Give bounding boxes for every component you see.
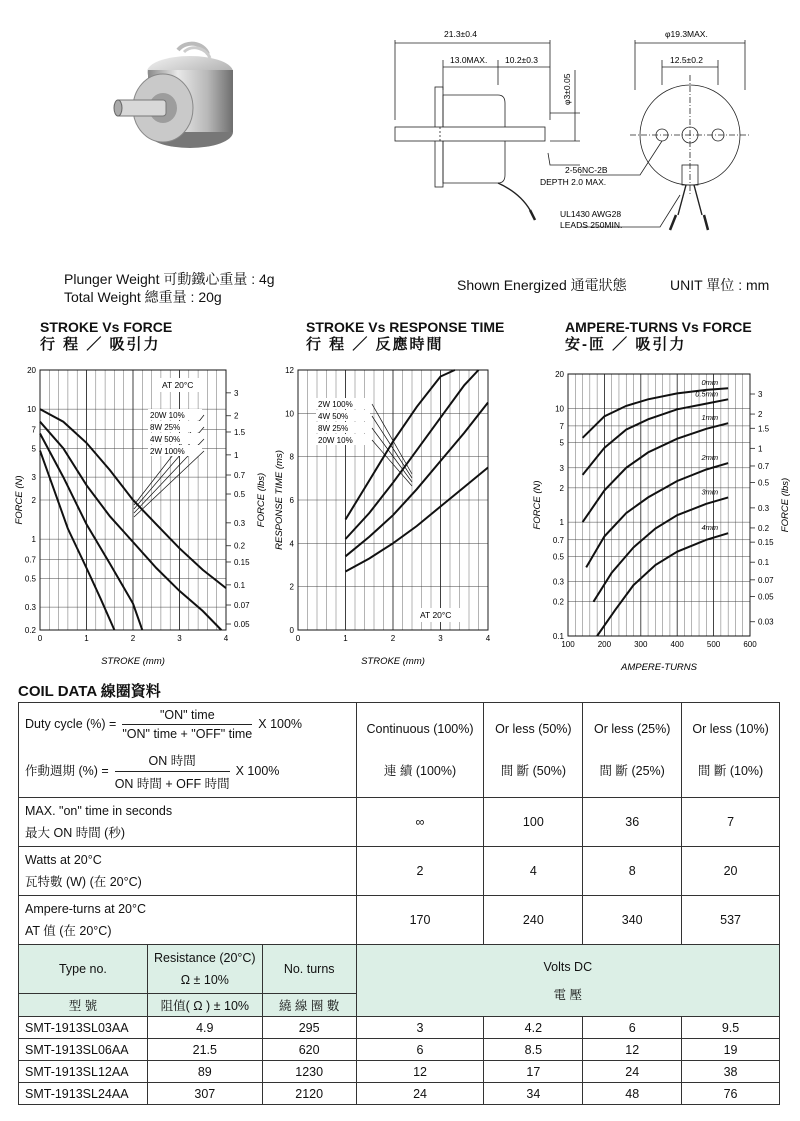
x-tick-label: 0 (37, 634, 43, 643)
y-tick-label: 20 (555, 370, 564, 379)
stroke-force-chart (0, 360, 270, 675)
x-tick-label: 600 (743, 640, 757, 649)
type-header-row: Type no. Resistance (20°C) Ω ± 10% No. turns Volts DC 電 壓 (19, 945, 780, 994)
x-tick-label: 0 (295, 634, 301, 643)
y2-tick-label: 0.1 (758, 558, 770, 568)
x-axis-label: STROKE (mm) (361, 656, 425, 667)
legend-entry: 2W 100% (150, 447, 185, 456)
dim-10-2: 10.2±0.3 (505, 55, 539, 65)
y2-tick-label: 3 (758, 390, 763, 400)
y-tick-label: 0 (289, 626, 294, 635)
y-tick-label: 0.5 (24, 574, 36, 584)
series-label: 1mm (701, 413, 719, 423)
y-tick-label: 1 (31, 535, 36, 545)
y2-tick-label: 1 (758, 444, 763, 454)
y-tick-label: 2 (289, 582, 294, 592)
x-tick-label: 1 (84, 634, 89, 643)
chart2-title: STROKE Vs RESPONSE TIME 行 程 ／ 反應時間 (306, 319, 505, 353)
x-axis-label: STROKE (mm) (101, 656, 165, 667)
y-tick-label: 1 (559, 518, 564, 528)
unit-label: UNIT 單位 : mm (670, 277, 770, 293)
table-row: SMT-1913SL24AA 307 2120 24 34 48 76 (19, 1083, 780, 1105)
y2-axis-label: FORCE (lbs) (780, 477, 791, 533)
x-tick-label: 3 (177, 634, 182, 643)
note-leads-2: LEADS 250MIN. (560, 220, 623, 230)
duty-col-50: Or less (50%) 間 斷 (50%) (484, 703, 583, 798)
table-row: Ampere-turns at 20°C AT 值 (在 20°C) 170 240 340 537 (19, 896, 780, 945)
dimension-drawing (380, 15, 790, 245)
total-weight: Total Weight 總重量 : 20g (64, 289, 222, 305)
x-tick-label: 300 (634, 640, 648, 649)
y-tick-label: 3 (559, 463, 564, 473)
type-header-row-zh: 型 號 阻值( Ω ) ± 10% 繞 線 圈 數 (19, 994, 780, 1017)
plunger-weight: Plunger Weight 可動鐵心重量 : 4g (64, 271, 275, 287)
x-tick-label: 4 (485, 634, 491, 643)
y2-tick-label: 0.5 (758, 478, 770, 488)
y2-tick-label: 0.05 (758, 592, 774, 602)
legend-entry: 20W 10% (150, 411, 185, 420)
y2-tick-label: 0.07 (758, 575, 774, 585)
legend-leader (134, 451, 204, 517)
y2-tick-label: 2 (758, 410, 763, 420)
x-tick-label: 2 (390, 634, 396, 643)
stroke-response-chart (270, 360, 500, 675)
legend-entry: 4W 50% (318, 412, 349, 421)
y-tick-label: 0.3 (24, 603, 36, 613)
ampere-turns-force-chart (515, 360, 800, 675)
y-tick-label: 10 (555, 404, 564, 414)
note-hole-2: DEPTH 2.0 MAX. (540, 177, 607, 187)
x-axis-label: AMPERE-TURNS (620, 662, 698, 673)
series-line (586, 463, 728, 567)
duty-col-continuous: Continuous (100%) 連 續 (100%) (356, 703, 484, 798)
dim-13-0: 13.0MAX. (450, 55, 488, 65)
y-axis-label: RESPONSE TIME (ms) (274, 450, 285, 550)
x-tick-label: 1 (343, 634, 348, 643)
x-tick-label: 100 (561, 640, 575, 649)
y-tick-label: 0.3 (552, 577, 564, 587)
y-tick-label: 12 (285, 366, 294, 375)
duty-col-10: Or less (10%) 間 斷 (10%) (682, 703, 780, 798)
shown-energized: Shown Energized 通電狀態 (457, 277, 627, 293)
dim-phi19-3: φ19.3MAX. (665, 29, 708, 39)
y-tick-label: 6 (289, 496, 294, 505)
table-row: MAX. "on" time in seconds 最大 ON 時間 (秒) ∞ 100 36 7 (19, 798, 780, 847)
series-label: 0mm (701, 378, 719, 388)
table-row: Watts at 20°C 瓦特數 (W) (在 20°C) 2 4 8 20 (19, 847, 780, 896)
legend-entry: 4W 50% (150, 435, 181, 444)
y-tick-label: 7 (31, 425, 36, 435)
y-tick-label: 7 (559, 421, 564, 431)
y-tick-label: 0.2 (552, 597, 564, 607)
dim-phi3: φ3±0.05 (562, 73, 572, 105)
y2-tick-label: 1 (234, 450, 239, 460)
y2-tick-label: 1.5 (758, 424, 770, 434)
coil-data-title: COIL DATA 線圈資料 (18, 683, 161, 700)
y-tick-label: 2 (559, 483, 564, 493)
x-tick-label: 4 (223, 634, 229, 643)
chart1-title: STROKE Vs FORCE 行 程 ／ 吸引力 (40, 319, 173, 353)
series-label: 4mm (701, 523, 719, 533)
y2-tick-label: 0.15 (758, 538, 774, 548)
y2-tick-label: 0.3 (234, 518, 246, 528)
y2-tick-label: 1.5 (234, 427, 246, 437)
y-tick-label: 2 (31, 496, 36, 505)
y-tick-label: 0.7 (24, 555, 36, 565)
y2-tick-label: 0.1 (234, 580, 246, 590)
table-row: SMT-1913SL03AA 4.9 295 3 4.2 6 9.5 (19, 1017, 780, 1039)
y2-tick-label: 0.05 (234, 620, 250, 630)
dim-12-5: 12.5±0.2 (670, 55, 704, 65)
x-tick-label: 200 (597, 640, 612, 649)
duty-cycle-formula: Duty cycle (%) = $\frac{\text{"ON" time}}{\text{"ON" time + "OFF" time}}$ X 100% 作動週期 (%) = $\frac{\text{ON 時間}}{\text{ON 時間 + OFF 時間}}$ X 100% (19, 703, 357, 798)
series-label: 2mm (701, 453, 719, 463)
table-row: SMT-1913SL06AA 21.5 620 6 8.5 12 19 (19, 1039, 780, 1061)
y-tick-label: 5 (31, 444, 36, 454)
y-tick-label: 10 (285, 409, 294, 419)
solenoid-photo (108, 40, 243, 165)
series-label: 0.5mm (695, 389, 719, 399)
y-tick-label: 0.7 (552, 535, 564, 545)
y2-axis-label: FORCE (lbs) (256, 472, 267, 528)
y2-tick-label: 0.2 (758, 523, 770, 533)
y2-tick-label: 0.5 (234, 490, 246, 500)
annotation: AT 20°C (420, 610, 452, 620)
y-tick-label: 8 (289, 452, 294, 462)
y2-tick-label: 0.07 (234, 601, 250, 611)
legend-entry: 2W 100% (318, 400, 353, 409)
series-line (40, 434, 142, 631)
note-hole-1: 2-56NC-2B (565, 165, 608, 175)
y-axis-label: FORCE (N) (532, 480, 543, 530)
x-tick-label: 2 (130, 634, 136, 643)
y-tick-label: 4 (289, 539, 294, 549)
y-tick-label: 0.2 (24, 626, 36, 635)
x-tick-label: 3 (438, 634, 443, 643)
series-label: 3mm (701, 487, 719, 497)
series-line (594, 497, 729, 601)
x-tick-label: 500 (706, 640, 721, 649)
y-tick-label: 20 (27, 366, 36, 375)
y2-tick-label: 0.2 (234, 541, 246, 551)
y-tick-label: 5 (559, 438, 564, 448)
duty-col-25: Or less (25%) 間 斷 (25%) (583, 703, 682, 798)
coil-data-table (18, 702, 780, 1105)
x-tick-label: 400 (670, 640, 684, 649)
y2-tick-label: 2 (234, 411, 239, 421)
legend-entry: 20W 10% (318, 436, 353, 445)
y2-tick-label: 0.3 (758, 503, 770, 513)
legend-entry: 8W 25% (318, 424, 349, 433)
y2-tick-label: 3 (234, 388, 239, 398)
y2-tick-label: 0.7 (758, 461, 770, 471)
note-leads-1: UL1430 AWG28 (560, 209, 622, 219)
y-tick-label: 0.5 (552, 552, 564, 562)
y-tick-label: 10 (27, 405, 36, 415)
table-row: SMT-1913SL12AA 89 1230 12 17 24 38 (19, 1061, 780, 1083)
y2-tick-label: 0.15 (234, 557, 250, 567)
legend-entry: 8W 25% (150, 423, 181, 432)
annotation: AT 20°C (162, 380, 194, 390)
y2-tick-label: 0.03 (758, 617, 774, 627)
dim-21-3: 21.3±0.4 (444, 29, 478, 39)
y-tick-label: 3 (31, 473, 36, 483)
y2-tick-label: 0.7 (234, 471, 246, 481)
y-axis-label: FORCE (N) (14, 475, 25, 525)
legend-leader (372, 428, 412, 482)
y-tick-label: 0.1 (552, 632, 564, 641)
chart3-title: AMPERE-TURNS Vs FORCE 安-匝 ／ 吸引力 (565, 319, 752, 353)
